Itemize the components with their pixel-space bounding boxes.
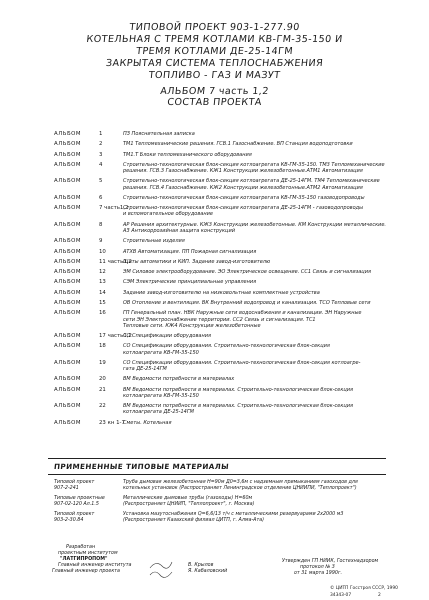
album-label: АЛЬБОМ bbox=[54, 269, 82, 276]
album-description-line: ГП Генеральный план. НВК Наружные сети водоснабжения и канализации. ЭН Наружные bbox=[123, 310, 362, 317]
album-description bbox=[123, 310, 403, 329]
album-description-line: ВМ Ведомости потребности в материалах. Строительно-технологическая блок-секция bbox=[123, 386, 354, 393]
album-number: 19 bbox=[99, 359, 106, 366]
album-description-line: котлоагрегата КВ-ГМ-35-150 bbox=[123, 349, 199, 356]
album-description-line: Задание завод-изготовителю на низковольтные комплектные устройства bbox=[123, 289, 320, 296]
album-description-line: решения. ГСВ.3 Газоснабжение. КЖ1 Конструкции железобетонные.АТМ1 Автоматизация bbox=[123, 168, 363, 175]
album-label: АЛЬБОМ bbox=[54, 194, 82, 201]
album-label: АЛЬБОМ bbox=[54, 238, 82, 245]
album-description-line: и вспомогательное оборудование bbox=[123, 211, 213, 218]
album-label: АЛЬБОМ bbox=[54, 386, 82, 393]
album-description bbox=[123, 195, 403, 201]
album-description bbox=[123, 343, 403, 355]
material-reference-line: 907-2-241 bbox=[54, 486, 79, 491]
material-reference bbox=[54, 512, 116, 524]
album-description-line: ЭМ Силовое электрооборудование. ЭО Электрическое освещение. СС1 Связь и сигнализация bbox=[123, 269, 371, 276]
album-description-line: СО Спецификации оборудования. Строительно-технологическая блок-секция котлоагре- bbox=[123, 359, 361, 366]
album-description bbox=[123, 131, 403, 137]
album-label: АЛЬБОМ bbox=[54, 258, 82, 265]
album-description-line: СЭМ Электрические принципиальные управления bbox=[123, 279, 257, 286]
material-description-line: Металлические дымовые трубы (газоходы) Н=60м bbox=[123, 496, 253, 501]
album-description bbox=[123, 205, 403, 217]
album-number: 10 bbox=[99, 248, 106, 255]
project-title-line-3: ТРЕМЯ КОТЛАМИ ДЕ-25-14ГМ bbox=[135, 46, 294, 57]
album-label: АЛЬБОМ bbox=[54, 279, 82, 286]
album-description-line: Тепловые сети. КЖ4 Конструкции железобетонные bbox=[123, 322, 261, 329]
developer-line-3: "ЛАТГИПРОПОМ" bbox=[60, 557, 108, 562]
album-description bbox=[123, 279, 403, 285]
album-number: 20 bbox=[99, 376, 106, 383]
album-description bbox=[123, 152, 403, 158]
role-project-engineer: Главный инженер проекта bbox=[52, 569, 120, 574]
album-description-line: решения. ГСВ.4 Газоснабжение. КЖ2 Конструкции железобетонные.АТМ2 Автоматизация bbox=[123, 184, 363, 191]
approval-line-1: Утвержден ГП НИИК, Гостехнадзором bbox=[282, 559, 379, 564]
album-label: АЛЬБОМ bbox=[54, 419, 82, 426]
material-description bbox=[123, 512, 408, 524]
material-reference-line: 903-2-30.84 bbox=[54, 518, 84, 523]
album-number: 21 bbox=[99, 386, 106, 393]
album-label: АЛЬБОМ bbox=[54, 221, 82, 228]
album-label: АЛЬБОМ bbox=[54, 151, 82, 158]
album-description bbox=[123, 259, 403, 265]
album-label: АЛЬБОМ bbox=[54, 161, 82, 168]
album-label: АЛЬБОМ bbox=[54, 205, 82, 212]
material-reference bbox=[54, 496, 116, 508]
signature-name-2: Я. Кабаловский bbox=[188, 569, 228, 574]
album-label: АЛЬБОМ bbox=[54, 289, 82, 296]
album-number: 22 bbox=[99, 403, 106, 410]
album-description-line: ПЗ Пояснительная записка bbox=[123, 131, 195, 137]
album-description-line: АР Решения архитектурные. КЖ3 Конструкции железобетонные. КМ Конструкции металлические. bbox=[123, 221, 387, 228]
divider-top bbox=[48, 458, 386, 459]
album-description bbox=[123, 178, 403, 190]
material-reference-line: 907-02-120 Ал.1.5 bbox=[54, 502, 99, 507]
album-description bbox=[123, 376, 403, 382]
album-description-line: Строительно-технологическая блок-секция котлоагрегата КВ-ГМ-35-150. ТМ3 Тепломеханические bbox=[123, 161, 385, 168]
material-reference-line: Типовой проект bbox=[54, 512, 95, 517]
material-reference bbox=[54, 480, 116, 492]
material-reference-line: Типовые проектные bbox=[54, 496, 105, 501]
album-description-line: ТМ1 Тепломеханические решения. ГСВ.1 Газоснабжение. ВП Станция водоподготовки bbox=[123, 141, 353, 148]
album-number: 6 bbox=[99, 194, 103, 201]
album-description-line: ОВ Отопление и вентиляция. ВК Внутренний водопровод и канализация. ТСО Тепловые сети bbox=[123, 300, 371, 306]
section-subtitle: СОСТАВ ПРОЕКТА bbox=[166, 97, 263, 108]
album-label: АЛЬБОМ bbox=[54, 343, 82, 350]
role-chief-engineer: Главный инженер института bbox=[58, 563, 132, 568]
divider-bottom bbox=[48, 474, 386, 475]
album-number: 13 bbox=[99, 279, 106, 286]
album-description bbox=[123, 360, 403, 372]
album-label: АЛЬБОМ bbox=[54, 141, 82, 148]
album-description-line: котлоагрегата КВ-ГМ-35-150 bbox=[123, 392, 199, 399]
developer-line-2: проектным институтом bbox=[58, 551, 118, 556]
album-number: 23 кн 1-7 bbox=[99, 419, 125, 426]
approval-line-3: от 31 марта 1990г. bbox=[294, 571, 342, 576]
material-description-line: (Распространяет Казахский филиал ЦИТП, г. Алма-Ата) bbox=[123, 518, 265, 523]
album-label: АЛЬБОМ bbox=[54, 376, 82, 383]
album-description-line: Строительные изделия bbox=[123, 238, 185, 245]
album-number: 1 bbox=[99, 131, 103, 137]
album-description bbox=[123, 141, 403, 147]
album-description bbox=[123, 403, 403, 415]
album-number: 17 часть1,2 bbox=[99, 333, 132, 339]
album-description bbox=[123, 290, 403, 296]
album-description-line: АЗ Антикоррозийная защита конструкций bbox=[123, 227, 235, 234]
doc-code: 34343-07 bbox=[330, 593, 352, 598]
material-description-line: (Распространяет ЦНИИП, "Теплопроект", г. Москва) bbox=[123, 502, 255, 507]
album-label: АЛЬБОМ bbox=[54, 248, 82, 255]
project-title-line-1: ТИПОВОЙ ПРОЕКТ 903-1-277.90 bbox=[128, 22, 301, 33]
developer-line-1: Разработан bbox=[66, 545, 96, 550]
album-description-line: Сметы. Котельная bbox=[123, 419, 172, 426]
album-description bbox=[123, 300, 403, 306]
material-description-line: котельных установок (Распространяет Ленинградское отделение ЦНИИПИ, "Теплопроект") bbox=[123, 486, 357, 491]
album-number: 12 bbox=[99, 269, 106, 276]
album-label: АЛЬБОМ bbox=[54, 300, 82, 306]
album-description-line: котлоагрегата ДЕ-25-14ГМ bbox=[123, 409, 194, 416]
album-description bbox=[123, 162, 403, 174]
album-number: 8 bbox=[99, 221, 103, 228]
album-description-line: АТХВ Автоматизация. ПП Пожарная сигнализация bbox=[123, 248, 257, 255]
copyright: © ЦИТП Госстроя СССР, 1990 bbox=[330, 586, 398, 591]
album-number: 16 bbox=[99, 310, 106, 317]
material-reference-line: Типовой проект bbox=[54, 480, 95, 485]
materials-title: ПРИМЕНЕННЫЕ ТИПОВЫЕ МАТЕРИАЛЫ bbox=[53, 462, 230, 471]
material-description bbox=[123, 480, 408, 492]
album-description-line: ВМ Ведомости потребности в материалах. Строительно-технологическая блок-секция bbox=[123, 403, 354, 410]
album-description bbox=[123, 420, 403, 426]
album-description-line: Строительно-технологическая блок-секция котлоагрегата КВ-ГМ-35-150 газоводопроводы bbox=[123, 194, 365, 201]
album-number: 2 bbox=[99, 141, 103, 148]
album-description bbox=[123, 238, 403, 244]
material-description bbox=[123, 496, 408, 508]
album-number: 15 bbox=[99, 300, 106, 306]
material-description-line: Труба дымовая железобетонная Н=90м Д0=3,6м с надземным примыканием газоходов для bbox=[123, 480, 358, 485]
project-title-line-5: ТОПЛИВО - ГАЗ И МАЗУТ bbox=[148, 70, 281, 81]
project-title-line-2: КОТЕЛЬНАЯ С ТРЕМЯ КОТЛАМИ КВ-ГМ-35-150 И bbox=[85, 34, 344, 45]
album-description-line: Строительно-технологическая блок-секция котлоагрегата ДЕ-25-14ГМ. ТМ4 Тепломеханические bbox=[123, 178, 380, 185]
album-description bbox=[123, 249, 403, 255]
album-label: АЛЬБОМ bbox=[54, 178, 82, 185]
album-description-line: ВМ Ведомости потребности в материалах bbox=[123, 376, 235, 383]
album-label: АЛЬБОМ bbox=[54, 131, 82, 137]
album-description-line: гата ДЕ-25-14ГМ bbox=[123, 366, 167, 372]
album-number: 9 bbox=[99, 238, 103, 245]
album-description-line: СО Спецификации оборудования bbox=[123, 333, 211, 339]
album-description-line: ТМ1.Т Блоки тепломеханического оборудования bbox=[123, 151, 252, 158]
album-number: 7 часть1,2 bbox=[99, 205, 129, 212]
album-number: 11 часть1,2 bbox=[99, 258, 132, 265]
album-label: АЛЬБОМ bbox=[54, 359, 82, 366]
project-title-line-4: ЗАКРЫТАЯ СИСТЕМА ТЕПЛОСНАБЖЕНИЯ bbox=[105, 58, 324, 69]
album-description-line: Строительно-технологическая блок-секция котлоагрегата ДЕ-25-14ГМ - газоводопроводы bbox=[123, 205, 364, 212]
album-number: 14 bbox=[99, 289, 106, 296]
album-number: 4 bbox=[99, 161, 103, 168]
album-description-line: Щиты автоматики и КИП. Задание завод-изготовителю bbox=[123, 258, 271, 265]
album-description-line: СО Спецификации оборудования. Строительно-технологическая блок-секция bbox=[123, 343, 330, 350]
album-number: 18 bbox=[99, 343, 106, 350]
album-description bbox=[123, 269, 403, 275]
album-label: АЛЬБОМ bbox=[54, 333, 82, 339]
album-label: АЛЬБОМ bbox=[54, 310, 82, 317]
signature-name-1: В. Крылов bbox=[188, 563, 214, 568]
album-description-line: сети ЭН Электроснабжение территории. СС2 Связь и сигнализация. ТС1 bbox=[123, 316, 316, 323]
album-number: АЛЬБОМ 7 часть 1,2 bbox=[159, 86, 270, 97]
album-description bbox=[123, 222, 403, 234]
album-number: 3 bbox=[99, 151, 103, 158]
album-description bbox=[123, 387, 403, 399]
album-number: 5 bbox=[99, 178, 103, 185]
approval-line-2: протокол № 3 bbox=[300, 565, 335, 570]
album-label: АЛЬБОМ bbox=[54, 403, 82, 410]
material-description-line: Установка мазутоснабжения Q=6,6/13 т/ч с металлическими резервуарами 2х2000 м3 bbox=[123, 512, 344, 517]
page-number: 2 bbox=[378, 593, 381, 598]
album-description bbox=[123, 333, 403, 339]
